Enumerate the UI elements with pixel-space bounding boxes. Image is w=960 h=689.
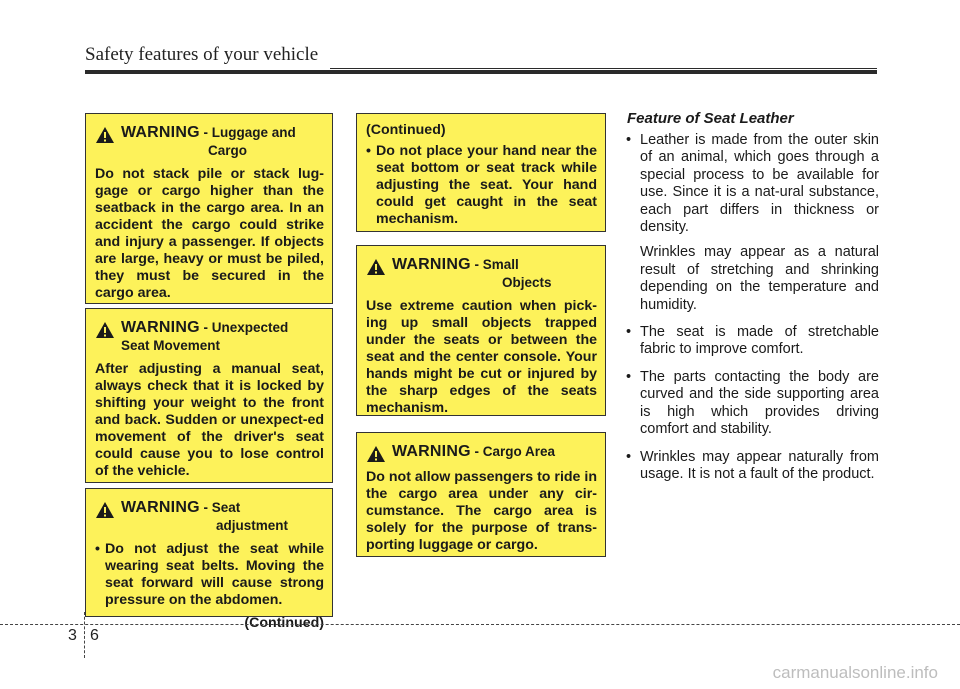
page-chapter-number: 3 [68,627,77,644]
warning-triangle-icon [95,501,115,519]
warning-body: After adjusting a manual seat, always check that it is locked by shifting your weight to the front and back. Sudden or unexpect-ed movement of the driver's seat could cause you to lose control of the vehicle. [95,361,324,479]
warning-triangle-icon [95,126,115,144]
feature-title: Feature of Seat Leather [627,110,794,127]
bullet-item [95,541,324,609]
warning-word: WARNING [392,256,471,273]
warning-box-cargo-area [356,432,606,557]
warning-word: WARNING [121,124,200,141]
warning-subtitle-line2: Cargo [208,143,248,158]
feature-item-text: The parts contacting the body are curved and the side supporting area is high which provides driving comfort and stability. [640,368,879,438]
warning-body: Do not stack pile or stack lug-gage or cargo higher than the seatback in the cargo area. In an accident the cargo could strike and injury a passenger. If objects are large, heavy or must be piled, they must be secured in the cargo area. [95,166,324,301]
continued-label: (Continued) [244,615,324,631]
warning-subtitle: - Seat [199,500,241,515]
header-rule-thin [330,68,877,69]
feature-list-item [622,132,879,314]
warning-header [95,124,324,160]
warning-word: WARNING [121,319,200,336]
feature-item-text: Leather is made from the outer skin of an animal, which goes through a special process to be available for use. Since it is a nat-ural substance, each part differs in thickness or density. [640,132,879,236]
warning-triangle-icon [366,258,386,276]
feature-item-text: The seat is made of stretchable fabric to improve comfort. [640,324,879,358]
warning-subtitle-line2: adjustment [216,518,289,533]
warning-word: WARNING [121,499,200,516]
warning-body: Do not allow passengers to ride in the cargo area under any cir-cumstance. The cargo area is solely for the purpose of trans-porting luggage or cargo. [366,469,597,553]
warning-word: WARNING [392,443,471,460]
footer-rule [0,624,960,625]
warning-triangle-icon [366,445,386,463]
warning-box-continued [356,113,606,232]
feature-list-item [622,369,879,439]
feature-list-item [622,324,879,359]
warning-subtitle-line2: Objects [502,275,552,290]
bullet-dot: • [626,368,632,385]
bullet-dot: • [626,324,632,341]
warning-body: Use extreme caution when pick-ing up small objects trapped under the seats or between the seat and the center console. Your hands might be cut or injured by the sharp edges of the seats mechanism. [366,298,597,416]
warning-box-seat-adjustment [85,488,333,631]
page-header-title: Safety features of your vehicle [85,44,319,65]
warning-box-small-objects [356,245,606,416]
warning-subtitle: - Unexpected [199,320,289,335]
continued-heading: (Continued) [366,122,446,138]
bullet-item [366,143,597,228]
bullet-text: Do not adjust the seat while wearing seat belts. Moving the seat forward will cause strong pressure on the abdomen. [105,541,324,608]
warning-box-luggage [85,113,333,304]
bullet-dot: • [626,448,632,465]
feature-item-text: Wrinkles may appear naturally from usage. It is not a fault of the product. [640,448,879,482]
warning-subtitle-line2: Seat Movement [121,338,221,353]
warning-body [366,143,597,228]
warning-subtitle: - Small [470,257,519,272]
warning-header [95,319,324,355]
warning-subtitle: - Cargo Area [470,444,556,459]
warning-body [95,541,324,632]
header-rule [85,70,877,74]
warning-triangle-icon [95,321,115,339]
warning-box-unexpected-seat-movement [85,308,333,483]
bullet-dot: • [366,143,371,159]
page-number: 6 [90,627,99,644]
warning-header [366,443,597,463]
warning-header [366,256,597,292]
feature-list-item [622,449,879,484]
warning-subtitle: - Luggage and [199,125,296,140]
feature-item-extra: Wrinkles may appear as a natural result of stretching and shrinking depending on the temperature and humidity. [640,244,879,313]
warning-header [95,499,324,535]
bullet-dot: • [626,132,632,148]
bullet-text: Do not place your hand near the seat bottom or seat track while adjusting the seat. Your hand could get caught in the seat mechanism. [376,143,597,227]
feature-list [622,132,879,493]
watermark: carmanualsonline.info [772,663,938,682]
bullet-dot: • [95,541,100,557]
footer-vertical-rule [84,612,85,658]
